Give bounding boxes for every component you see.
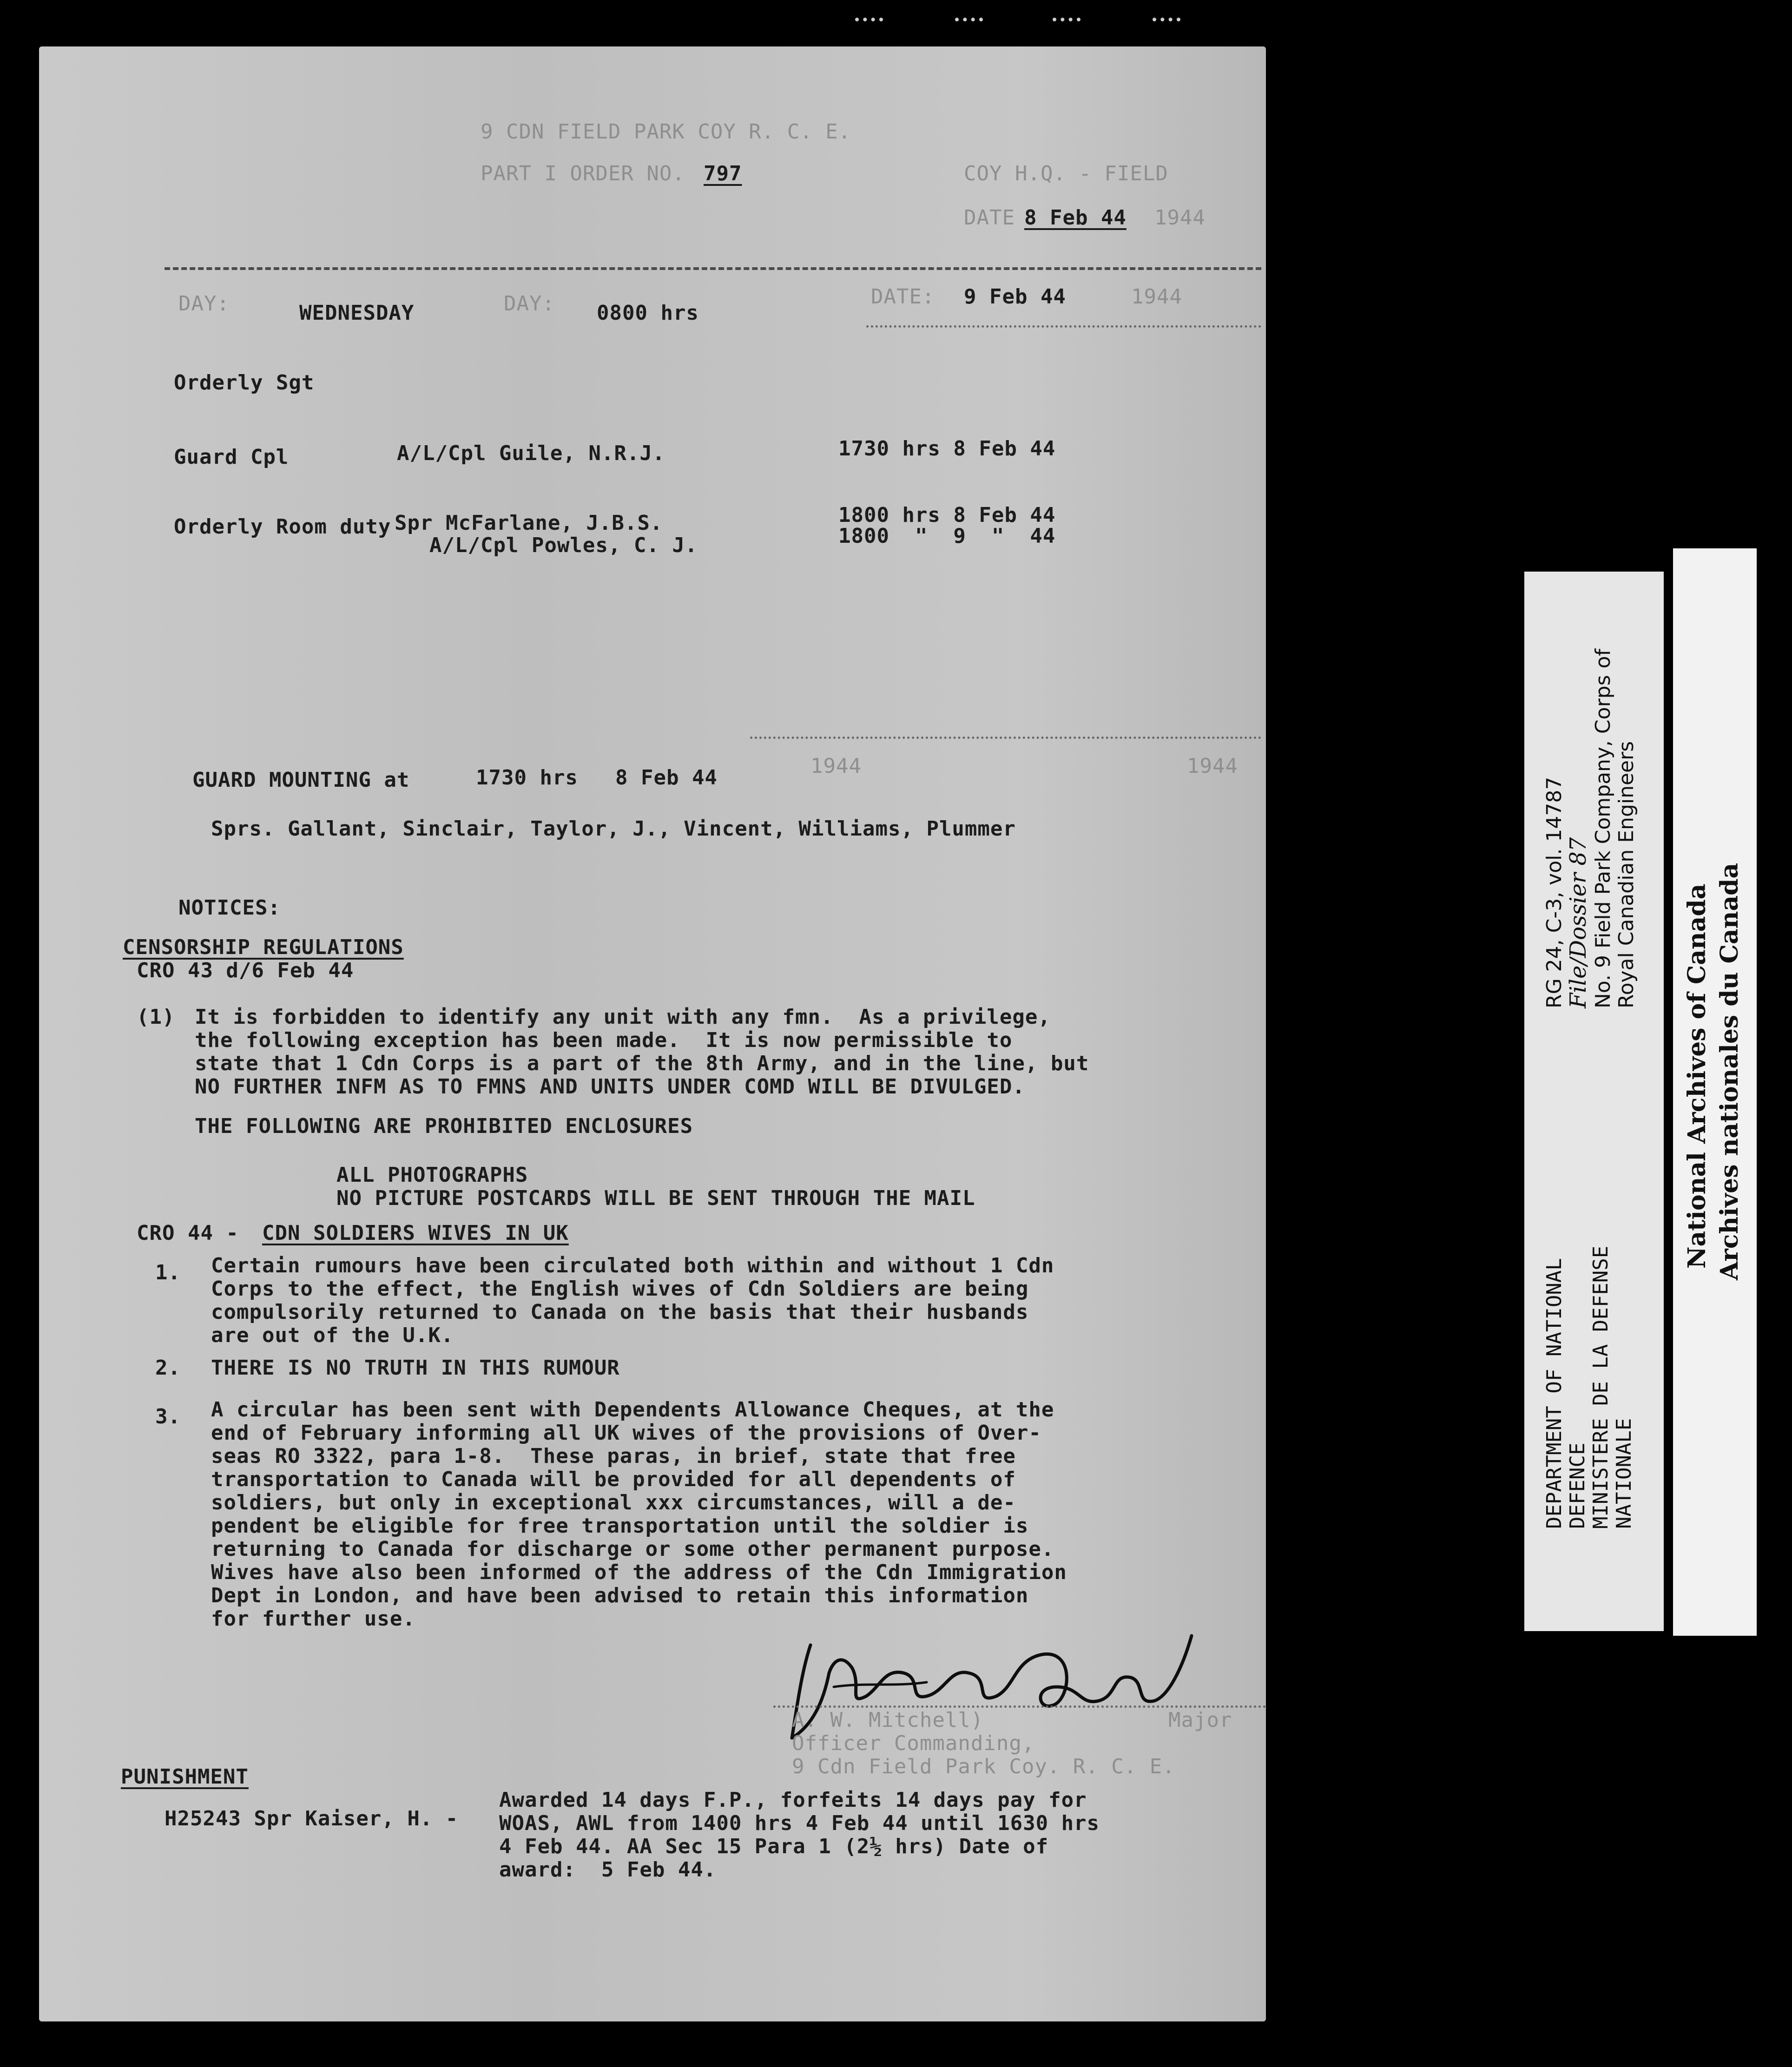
punishment-line: Awarded 14 days F.P., forfeits 14 days pay for (499, 1788, 1087, 1812)
archive-file: File/Dossier 87 (1565, 837, 1591, 1008)
wives-line: Dept in London, and have been advised to retain this information (211, 1584, 1029, 1607)
wives-line: for further use. (211, 1607, 415, 1631)
issue-date: 8 Feb 44 (1024, 206, 1127, 230)
item-number: 2. (155, 1356, 181, 1380)
archive-reference: RG 24, C-3, vol. 14787 (1542, 777, 1566, 1008)
issue-year: 1944 (1154, 206, 1206, 230)
faint-year: 1944 (810, 754, 862, 778)
wives-line: are out of the U.K. (211, 1323, 454, 1347)
film-edge-mark (955, 0, 983, 21)
wives-ref: CRO 44 - (137, 1221, 239, 1245)
punishment-offender: H25243 Spr Kaiser, H. - (165, 1807, 459, 1830)
censorship-line: NO FURTHER INFM AS TO FMNS AND UNITS UNDER COMD WILL BE DIVULGED. (195, 1075, 1025, 1099)
duty-time: 1730 hrs 8 Feb 44 (838, 437, 1056, 461)
dept-en-2: DEFENCE (1566, 1442, 1589, 1529)
notices-heading: NOTICES: (178, 896, 281, 920)
wives-line: A circular has been sent with Dependents Allowance Cheques, at the (211, 1398, 1054, 1422)
faint-year: 1944 (1187, 754, 1238, 778)
prohibited-heading: THE FOLLOWING ARE PROHIBITED ENCLOSURES (195, 1114, 693, 1138)
signature-rule (773, 1705, 1266, 1708)
wives-line: pendent be eligible for free transportation until the soldier is (211, 1514, 1029, 1538)
duty-name: Spr McFarlane, J.B.S. (395, 511, 663, 535)
censorship-ref: CRO 43 d/6 Feb 44 (137, 959, 354, 982)
signatory-typed-name: A. W. Mitchell) (792, 1708, 984, 1732)
punishment-heading: PUNISHMENT (121, 1765, 249, 1789)
archives-stamp-fr: Archives nationales du Canada (1715, 862, 1744, 1280)
wives-heading: CDN SOLDIERS WIVES IN UK (262, 1221, 569, 1245)
prohibited-item: NO PICTURE POSTCARDS WILL BE SENT THROUGH THE MAIL (336, 1186, 975, 1210)
day-label: DAY: (178, 292, 230, 316)
guard-mounting-date: 8 Feb 44 (615, 766, 718, 790)
archive-unit-line: No. 9 Field Park Company, Corps of (1591, 649, 1615, 1008)
censorship-line: state that 1 Cdn Corps is a part of the 8th Army, and in the line, but (195, 1052, 1089, 1075)
date-rule (866, 325, 1261, 328)
signatory-title: Officer Commanding, (792, 1731, 1035, 1755)
archive-unit-line: Royal Canadian Engineers (1614, 741, 1638, 1008)
duty-role: Guard Cpl (174, 445, 289, 469)
date-label: DATE: (871, 285, 935, 309)
film-edge-mark (1053, 0, 1080, 21)
duty-role: Orderly Sgt (174, 371, 315, 395)
punishment-line: 4 Feb 44. AA Sec 15 Para 1 (2½ hrs) Date of (499, 1835, 1049, 1858)
censorship-line: the following exception has been made. It is now permissible to (195, 1028, 1013, 1052)
wives-line: seas RO 3322, para 1-8. These paras, in brief, state that free (211, 1444, 1016, 1468)
duty-role: Orderly Room duty (174, 515, 391, 539)
guard-sappers: Sprs. Gallant, Sinclair, Taylor, J., Vincent, Williams, Plummer (211, 817, 1016, 841)
date-year: 1944 (1131, 285, 1182, 309)
wives-line: returning to Canada for discharge or some other permanent purpose. (211, 1537, 1054, 1561)
signatory-rank: Major (1168, 1708, 1232, 1732)
guard-mounting-time: 1730 hrs (476, 766, 578, 790)
archive-label (1524, 572, 1664, 1631)
document-page (39, 46, 1266, 2021)
film-edge-mark (1153, 0, 1180, 21)
wives-line: THERE IS NO TRUTH IN THIS RUMOUR (211, 1356, 620, 1380)
guard-mounting-label: GUARD MOUNTING at (192, 768, 410, 792)
item-number: 3. (155, 1405, 181, 1428)
dept-fr-2: NATIONALE (1612, 1418, 1636, 1529)
dept-en-1: DEPARTMENT OF NATIONAL (1542, 1258, 1566, 1529)
wives-line: compulsorily returned to Canada on the basis that their husbands (211, 1300, 1029, 1324)
section-rule (750, 737, 1261, 739)
coy-line: COY H.Q. - FIELD (964, 162, 1168, 185)
film-edge-mark (855, 0, 883, 21)
order-number: 797 (704, 162, 742, 185)
duty-name: A/L/Cpl Guile, N.R.J. (397, 441, 665, 465)
wives-line: Wives have also been informed of the address of the Cdn Immigration (211, 1560, 1067, 1584)
archives-stamp-en: National Archives of Canada (1683, 883, 1711, 1269)
item-number: 1. (155, 1261, 181, 1284)
duty-time: 1800 hrs 8 Feb 44 (838, 503, 1056, 527)
unit-line: 9 CDN FIELD PARK COY R. C. E. (481, 120, 851, 144)
header-rule (165, 267, 1261, 270)
duty-name: A/L/Cpl Powles, C. J. (429, 533, 698, 557)
issue-date-label: DATE (964, 206, 1015, 230)
time-label: DAY: (504, 292, 555, 316)
signatory-unit: 9 Cdn Field Park Coy. R. C. E. (792, 1755, 1175, 1778)
censorship-line: It is forbidden to identify any unit with any fmn. As a privilege, (195, 1005, 1051, 1029)
day-value: WEDNESDAY (299, 301, 415, 325)
time-value: 0800 hrs (597, 301, 699, 325)
prohibited-item: ALL PHOTOGRAPHS (336, 1163, 528, 1187)
archives-stamp-strip (1673, 548, 1757, 1636)
duty-time: 1800 " 9 " 44 (838, 524, 1056, 548)
censorship-heading: CENSORSHIP REGULATIONS (123, 935, 404, 959)
wives-line: soldiers, but only in exceptional xxx circumstances, will a de- (211, 1491, 1016, 1514)
date-value: 9 Feb 44 (964, 285, 1066, 309)
punishment-line: award: 5 Feb 44. (499, 1858, 717, 1882)
punishment-line: WOAS, AWL from 1400 hrs 4 Feb 44 until 1630 hrs (499, 1811, 1100, 1835)
wives-line: end of February informing all UK wives of the provisions of Over- (211, 1421, 1041, 1445)
wives-line: Corps to the effect, the English wives of Cdn Soldiers are being (211, 1277, 1029, 1301)
item-number: (1) (137, 1005, 175, 1029)
order-label: PART I ORDER NO. (481, 162, 685, 185)
wives-line: Certain rumours have been circulated both within and without 1 Cdn (211, 1254, 1054, 1277)
wives-line: transportation to Canada will be provided for all dependents of (211, 1468, 1016, 1491)
dept-fr-1: MINISTERE DE LA DEFENSE (1589, 1245, 1613, 1529)
